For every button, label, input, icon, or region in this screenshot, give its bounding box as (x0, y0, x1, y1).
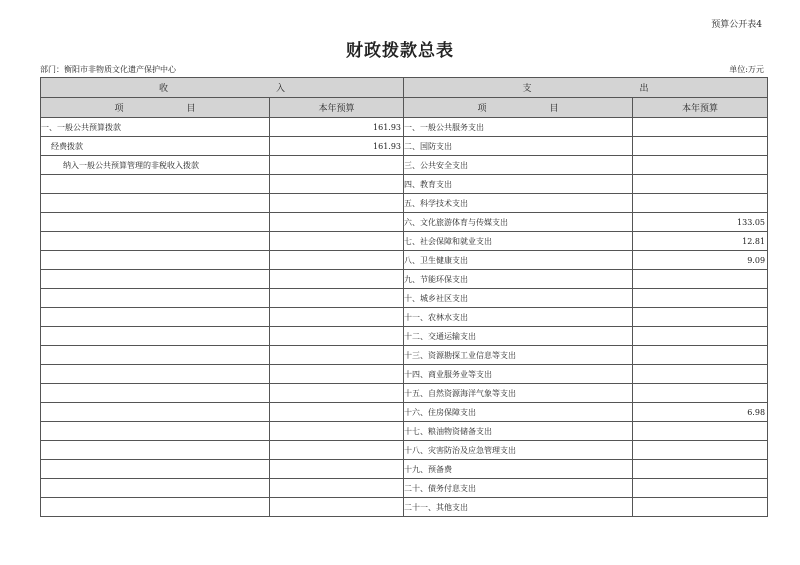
income-amount-cell (270, 479, 404, 498)
income-item-cell (41, 308, 270, 327)
income-amount-cell: 161.93 (270, 137, 404, 156)
income-amount-cell (270, 289, 404, 308)
table-row (41, 479, 768, 498)
table-row (41, 365, 768, 384)
income-amount-cell (270, 270, 404, 289)
table-row (41, 498, 768, 517)
expense-item-header: 项 目 (404, 98, 633, 118)
expense-amount-cell: 133.05 (633, 213, 768, 232)
income-item-cell (41, 403, 270, 422)
expense-amount-cell (633, 270, 768, 289)
expense-item-cell: 二十、债务付息支出 (404, 479, 633, 498)
income-amount-cell (270, 441, 404, 460)
income-amount-cell (270, 403, 404, 422)
expense-item-cell: 十、城乡社区支出 (404, 289, 633, 308)
income-amount-cell (270, 346, 404, 365)
income-amount-cell (270, 175, 404, 194)
expense-amount-cell (633, 479, 768, 498)
income-item-cell (41, 365, 270, 384)
income-amount-cell (270, 327, 404, 346)
unit-label: 单位:万元 (729, 65, 764, 74)
expense-item-cell: 十五、自然资源海洋气象等支出 (404, 384, 633, 403)
income-item-cell (41, 270, 270, 289)
expense-amount-cell (633, 384, 768, 403)
expense-item-cell: 十九、预备费 (404, 460, 633, 479)
income-item-cell (41, 498, 270, 517)
expense-amount-cell (633, 422, 768, 441)
expense-amount-cell (633, 308, 768, 327)
table-row (41, 308, 768, 327)
expense-item-cell: 十二、交通运输支出 (404, 327, 633, 346)
expense-header: 支 出 (404, 78, 768, 98)
income-amount-cell (270, 308, 404, 327)
expense-item-cell: 六、文化旅游体育与传媒支出 (404, 213, 633, 232)
income-amount-cell (270, 213, 404, 232)
table-row (41, 156, 768, 175)
header-row-group (41, 78, 768, 98)
expense-amount-cell (633, 289, 768, 308)
table-row (41, 137, 768, 156)
expense-item-cell: 八、卫生健康支出 (404, 251, 633, 270)
income-item-cell (41, 232, 270, 251)
expense-amount-cell (633, 137, 768, 156)
income-amount-cell (270, 422, 404, 441)
expense-amount-cell (633, 441, 768, 460)
expense-item-cell: 九、节能环保支出 (404, 270, 633, 289)
table-row (41, 422, 768, 441)
income-item-cell (41, 175, 270, 194)
income-item-cell (41, 422, 270, 441)
income-item-cell: 纳入一般公共预算管理的非税收入拨款 (41, 156, 270, 175)
expense-amount-cell (633, 175, 768, 194)
income-amount-cell (270, 460, 404, 479)
income-amount-cell (270, 232, 404, 251)
expense-budget-header: 本年预算 (633, 98, 768, 118)
income-item-cell (41, 441, 270, 460)
table-row (41, 403, 768, 422)
expense-amount-cell (633, 460, 768, 479)
table-row (41, 175, 768, 194)
expense-amount-cell: 6.98 (633, 403, 768, 422)
table-row (41, 289, 768, 308)
expense-amount-cell (633, 346, 768, 365)
expense-item-cell: 十四、商业服务业等支出 (404, 365, 633, 384)
expense-amount-cell (633, 156, 768, 175)
table-row (41, 327, 768, 346)
income-amount-cell (270, 384, 404, 403)
income-item-header: 项 目 (41, 98, 270, 118)
table-row (41, 346, 768, 365)
expense-item-cell: 七、社会保障和就业支出 (404, 232, 633, 251)
table-row (41, 213, 768, 232)
appropriation-table (40, 77, 768, 517)
expense-amount-cell (633, 365, 768, 384)
table-row (41, 251, 768, 270)
table-row (41, 460, 768, 479)
header-row-columns (41, 98, 768, 118)
income-amount-cell (270, 194, 404, 213)
income-item-cell (41, 460, 270, 479)
expense-item-cell: 十六、住房保障支出 (404, 403, 633, 422)
table-row (41, 384, 768, 403)
department-label: 部门：衡阳市非物质文化遗产保护中心 (40, 65, 176, 74)
income-header: 收 入 (41, 78, 404, 98)
expense-item-cell: 五、科学技术支出 (404, 194, 633, 213)
expense-item-cell: 四、教育支出 (404, 175, 633, 194)
income-item-cell: 经费拨款 (41, 137, 270, 156)
income-amount-cell: 161.93 (270, 118, 404, 137)
expense-item-cell: 十一、农林水支出 (404, 308, 633, 327)
income-budget-header: 本年预算 (270, 98, 404, 118)
income-item-cell (41, 213, 270, 232)
expense-item-cell: 十八、灾害防治及应急管理支出 (404, 441, 633, 460)
income-amount-cell (270, 498, 404, 517)
table-row (41, 194, 768, 213)
income-amount-cell (270, 156, 404, 175)
expense-item-cell: 二十一、其他支出 (404, 498, 633, 517)
expense-item-cell: 十七、粮油物资储备支出 (404, 422, 633, 441)
income-item-cell (41, 327, 270, 346)
form-number: 预算公开表4 (711, 20, 762, 30)
expense-amount-cell (633, 327, 768, 346)
income-item-cell (41, 384, 270, 403)
income-item-cell (41, 251, 270, 270)
income-item-cell: 一、一般公共预算拨款 (41, 118, 270, 137)
expense-amount-cell: 12.81 (633, 232, 768, 251)
table-row (41, 232, 768, 251)
table-row (41, 270, 768, 289)
expense-item-cell: 十三、资源勘探工业信息等支出 (404, 346, 633, 365)
expense-amount-cell (633, 194, 768, 213)
expense-item-cell: 三、公共安全支出 (404, 156, 633, 175)
expense-amount-cell (633, 118, 768, 137)
table-row (41, 118, 768, 137)
income-amount-cell (270, 365, 404, 384)
income-item-cell (41, 479, 270, 498)
expense-amount-cell: 9.09 (633, 251, 768, 270)
expense-amount-cell (633, 498, 768, 517)
income-amount-cell (270, 251, 404, 270)
income-item-cell (41, 289, 270, 308)
expense-item-cell: 一、一般公共服务支出 (404, 118, 633, 137)
income-item-cell (41, 194, 270, 213)
expense-item-cell: 二、国防支出 (404, 137, 633, 156)
page-title: 财政拨款总表 (346, 41, 454, 61)
table-row (41, 441, 768, 460)
income-item-cell (41, 346, 270, 365)
